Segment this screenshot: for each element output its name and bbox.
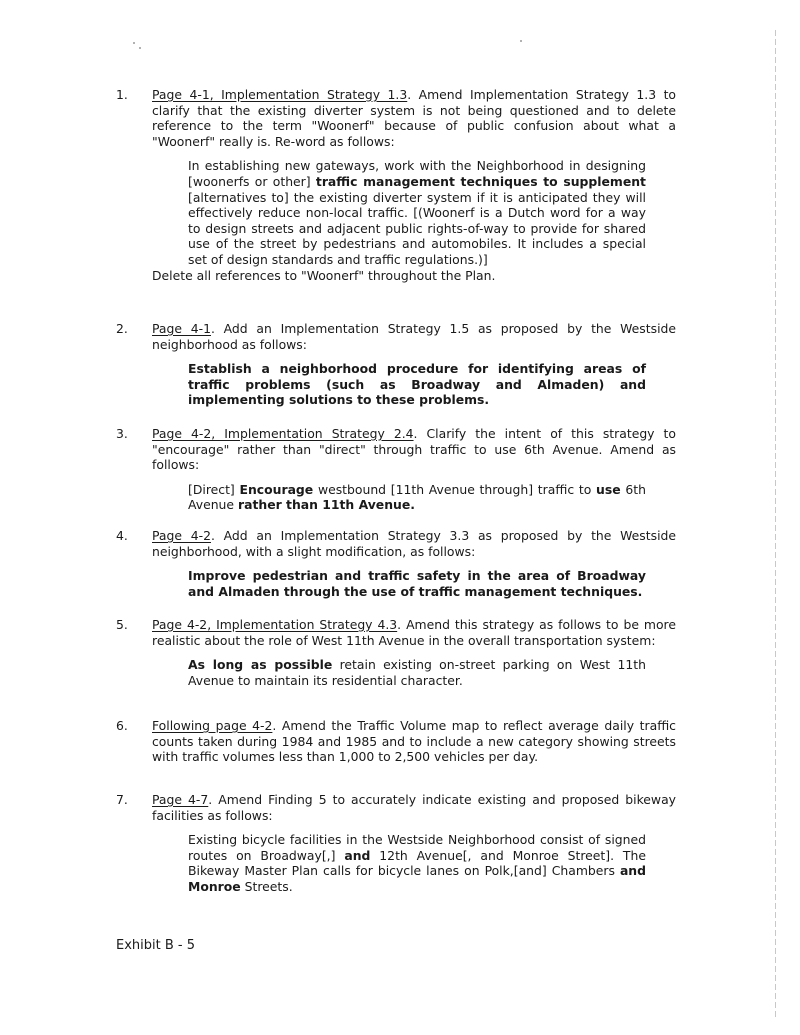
item-number: 4. xyxy=(116,528,128,543)
amendment-item-4 xyxy=(116,528,676,599)
quote-added-text: use xyxy=(596,481,621,497)
quote-text: [Direct] xyxy=(188,481,240,497)
item-intro: . Amend the Traffic Volume map to reflect average daily traffic counts taken during 1984 and 1985 and to include a new category showing streets with traffic volumes less than 1,000 to 2,500 vehicles per day. xyxy=(152,718,676,765)
amended-text xyxy=(188,361,646,408)
page-reference: Page 4-7 xyxy=(152,792,209,807)
amended-text xyxy=(188,158,646,267)
quote-text: retain existing on-street parking on West 11th Avenue to maintain its residential character. xyxy=(188,657,646,688)
item-number: 5. xyxy=(116,617,128,632)
quote-text: 12th Avenue[, and Monroe Street]. The Bikeway Master Plan calls for bicycle lanes on Polk,[and] Chambers xyxy=(188,847,646,879)
item-number: 3. xyxy=(116,426,128,441)
scan-speck xyxy=(520,40,522,42)
amendment-item-5 xyxy=(116,617,676,688)
quote-added-text: and Monroe xyxy=(188,863,646,894)
page-footer: Exhibit B - 5 xyxy=(116,938,195,953)
item-number: 7. xyxy=(116,792,128,807)
page-reference: Page 4-1 xyxy=(152,321,211,336)
page-reference: Page 4-2, Implementation Strategy 2.4 xyxy=(152,426,414,441)
page-reference: Page 4-2 xyxy=(152,528,211,543)
quote-text: In establishing new gateways, work with the Neighborhood in designing [woonerfs or other] xyxy=(188,158,646,189)
quote-added-text: As long as possible xyxy=(188,657,333,673)
amended-text xyxy=(188,657,646,688)
amended-text xyxy=(188,482,646,513)
quote-added-text: Establish a neighborhood procedure for identifying areas of traffic problems (such as Broadway and Almaden) and implementing solutions to these problems. xyxy=(188,361,646,408)
quote-added-text: Improve pedestrian and traffic safety in the area of Broadway and Almaden through the use of traffic management techniques. xyxy=(188,568,646,599)
item-intro: . Add an Implementation Strategy 3.3 as proposed by the Westside neighborhood, with a slight modification, as follows: xyxy=(152,528,676,559)
amendment-item-2 xyxy=(116,321,676,408)
page-reference: Following page 4-2 xyxy=(152,718,273,733)
item-intro: . Amend Finding 5 to accurately indicate existing and proposed bikeway facilities as follows: xyxy=(152,792,676,823)
item-intro: . Amend this strategy as follows to be more realistic about the role of West 11th Avenue in the overall transportation system: xyxy=(152,617,676,648)
quote-added-text: traffic management techniques to supplement xyxy=(315,173,646,189)
item-intro: . Amend Implementation Strategy 1.3 to clarify that the existing diverter system is not being questioned and to delete reference to the term "Woonerf" because of public confusion about what a "Woonerf" really is. Re-word as follows: xyxy=(152,87,677,149)
amendment-item-3 xyxy=(116,426,676,513)
quote-text: Existing bicycle facilities in the Westside Neighborhood consist of signed routes on Broadway[,] xyxy=(188,832,646,863)
item-instruction: Delete all references to "Woonerf" throughout the Plan. xyxy=(152,267,496,283)
amendment-item-6 xyxy=(116,718,676,765)
item-number: 6. xyxy=(116,718,128,733)
amendment-item-7 xyxy=(116,792,676,895)
item-intro: . Add an Implementation Strategy 1.5 as proposed by the Westside neighborhood as follows: xyxy=(152,321,676,352)
amended-text xyxy=(188,568,646,599)
amended-text xyxy=(188,832,646,894)
scan-speck xyxy=(139,47,141,49)
item-number: 1. xyxy=(116,87,128,102)
amendment-item-1 xyxy=(116,87,676,283)
page-reference: Page 4-2, Implementation Strategy 4.3 xyxy=(152,617,398,632)
page-edge-rule xyxy=(775,30,776,1020)
item-intro: . Clarify the intent of this strategy to "encourage" rather than "direct" through traffic to use 6th Avenue. Amend as follows: xyxy=(152,426,676,473)
quote-text: [alternatives to] the existing diverter system if it is anticipated they will effectively reduce non-local traffic. [(Woonerf is a Dutch word for a way to design streets and adjacent public rights-of-way to provide for shared use of the street by pedestrians and automobiles. It includes a special set of design standards and traffic regulations.)] xyxy=(188,189,646,267)
quote-text: Streets. xyxy=(240,878,293,894)
quote-added-text: rather than 11th Avenue. xyxy=(237,497,415,513)
quote-added-text: and xyxy=(344,847,371,863)
page-reference: Page 4-1, Implementation Strategy 1.3 xyxy=(152,87,408,102)
quote-added-text: Encourage xyxy=(239,481,314,497)
scan-speck xyxy=(133,42,135,44)
item-number: 2. xyxy=(116,321,128,336)
quote-text: 6th Avenue xyxy=(188,481,646,513)
quote-text: westbound [11th Avenue through] traffic to xyxy=(313,481,597,497)
